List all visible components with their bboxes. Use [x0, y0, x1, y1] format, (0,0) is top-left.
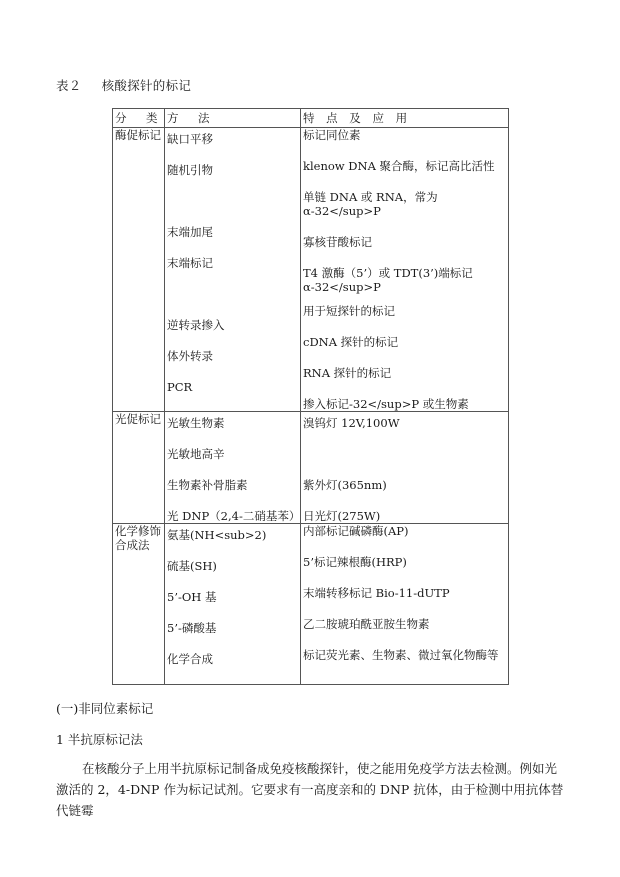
body-paragraph: 在核酸分子上用半抗原标记制备成免疫核酸探针，使之能用免疫学方法去检测。例如光激活的 2，4-DNP 作为标记试剂。它要求有一高度亲和的 DNP 抗体，由于检测中用抗体替代链霉: [56, 761, 564, 818]
method-item: 末端标记: [167, 256, 213, 270]
methods-cell: [165, 524, 301, 685]
feature-item: klenow DNA 聚合酶，标记高比活性: [303, 159, 495, 173]
category-cell: 化学修饰合成法: [113, 524, 165, 685]
header-features: 特 点 及 应 用: [301, 109, 509, 128]
table-title: 核酸探针的标记: [101, 78, 192, 93]
feature-item: RNA 探针的标记: [303, 366, 392, 380]
method-item: 光敏地高辛: [167, 447, 225, 461]
category-cell: 光促标记: [113, 412, 165, 524]
method-item: 氨基(NH<sub>2): [167, 528, 267, 542]
feature-item: 单链 DNA 或 RNA，常为α-32</sup>P: [303, 190, 438, 218]
table-number: 表２: [56, 78, 82, 93]
methods-cell: [165, 412, 301, 524]
feature-item: 标记荧光素、生物素、微过氧化物酶等: [303, 648, 499, 662]
feature-item: 寡核苷酸标记: [303, 235, 372, 249]
subsection-heading: 1 半抗原标记法: [56, 732, 143, 747]
header-method: 方 法: [165, 109, 301, 128]
method-item: 随机引物: [167, 163, 213, 177]
feature-item: 掺入标记-32</sup>P 或生物素: [303, 397, 469, 411]
section-heading: (一)非同位素标记: [56, 701, 154, 716]
features-cell: [301, 524, 509, 685]
methods-cell: [165, 128, 301, 412]
table-row-photo: [113, 412, 509, 524]
feature-item: 溴钨灯 12V,100W: [303, 416, 400, 430]
method-item: 末端加尾: [167, 225, 213, 239]
method-item: 光 DNP（2,4-二硝基苯）: [167, 509, 301, 523]
method-item: 生物素补骨脂素: [167, 478, 248, 492]
table-header-row: [113, 109, 509, 128]
method-item: PCR: [167, 380, 193, 394]
table-row-chemical: [113, 524, 509, 685]
method-item: 5’-OH 基: [167, 590, 217, 604]
feature-item: T4 激酶（5’）或 TDT(3’)端标记α-32</sup>P: [303, 266, 473, 294]
feature-item: 乙二胺琥珀酰亚胺生物素: [303, 617, 430, 631]
labeling-table: [112, 108, 509, 685]
header-category: 分 类: [113, 109, 165, 128]
method-item: 光敏生物素: [167, 416, 225, 430]
method-item: 5’-磷酸基: [167, 621, 217, 635]
feature-item: 用于短探针的标记: [303, 304, 395, 318]
category-cell: 酶促标记: [113, 128, 165, 412]
method-item: 化学合成: [167, 652, 213, 666]
feature-item: 内部标记碱磷酶(AP): [303, 524, 409, 538]
table-caption: [56, 76, 191, 94]
feature-item: cDNA 探针的标记: [303, 335, 399, 349]
feature-item: 紫外灯(365nm): [303, 478, 387, 492]
feature-item: 日光灯(275W): [303, 509, 381, 523]
features-cell: [301, 412, 509, 524]
feature-item: 5’标记辣根酶(HRP): [303, 555, 407, 569]
features-cell: [301, 128, 509, 412]
method-item: 体外转录: [167, 349, 213, 363]
method-item: 逆转录掺入: [167, 318, 225, 332]
table-row-enzymatic: [113, 128, 509, 412]
feature-item: 末端转移标记 Bio-11-dUTP: [303, 586, 450, 600]
feature-item: 标记同位素: [303, 128, 361, 142]
method-item: 硫基(SH): [167, 559, 217, 573]
method-item: 缺口平移: [167, 132, 213, 146]
